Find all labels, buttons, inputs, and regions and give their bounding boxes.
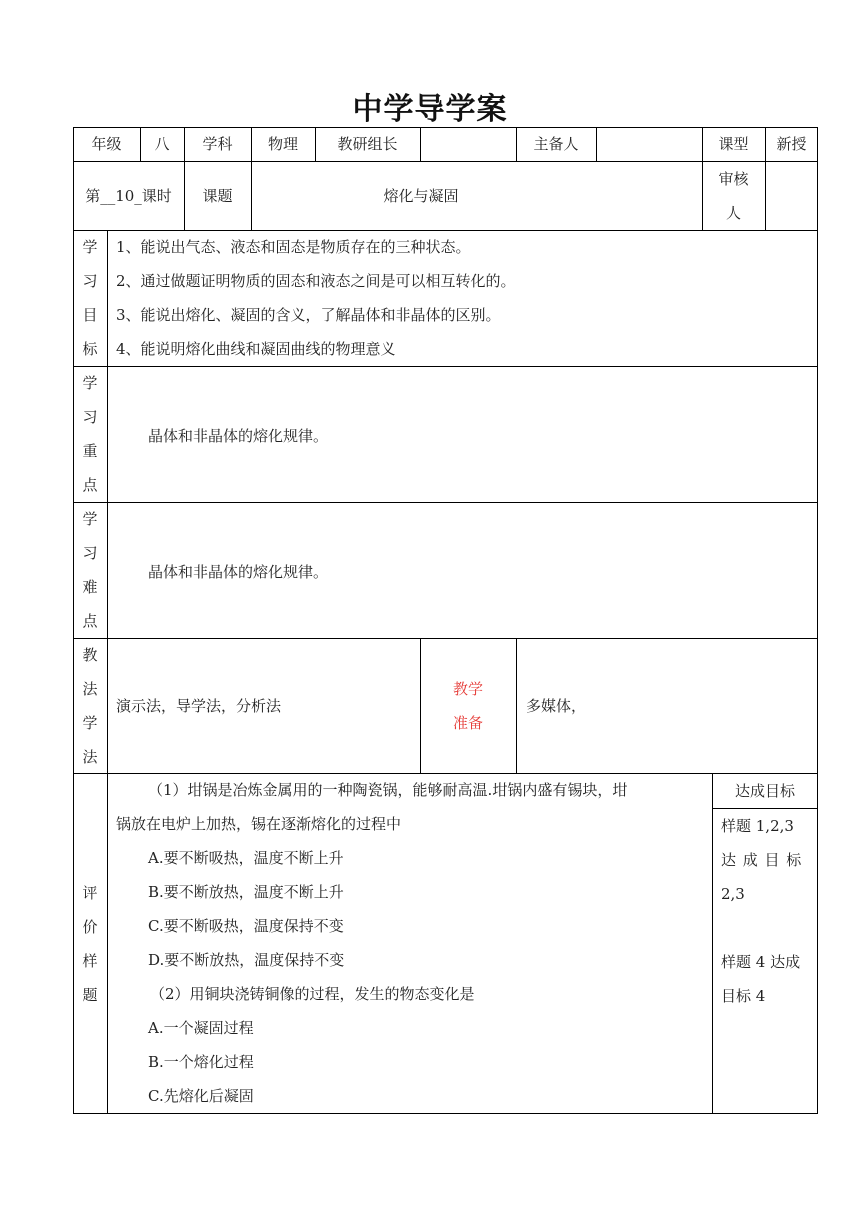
lesson-type-label: 课型 (718, 135, 749, 153)
question-line: （1）坩锅是冶炼金属用的一种陶瓷锅，能够耐高温.坩锅内盛有锡块，坩 (148, 781, 628, 799)
goal-header: 达成目标 (734, 782, 795, 800)
preparer-label: 主备人 (533, 135, 579, 153)
lesson-type-value: 新授 (776, 135, 807, 153)
page-title: 中学导学案 (352, 92, 508, 127)
evaluation-label: 样 (82, 952, 98, 970)
difficulties-label: 点 (82, 612, 98, 630)
col-divider (516, 638, 517, 773)
reviewer-label: 人 (725, 204, 741, 222)
col-divider (765, 161, 766, 230)
topic-label: 课题 (202, 187, 233, 205)
goals-label: 标 (82, 340, 98, 358)
methods-label: 法 (82, 748, 98, 766)
goal-item: 2、通过做题证明物质的固态和液态之间是可以相互转化的。 (116, 272, 516, 290)
difficulties-label: 难 (82, 578, 98, 596)
row-divider (712, 808, 818, 809)
col-divider (712, 773, 713, 1114)
key-points-label: 习 (82, 408, 98, 426)
row-divider (73, 638, 818, 639)
methods-label: 法 (82, 680, 98, 698)
lesson-period: 第__10_课时 (85, 187, 172, 205)
col-divider (420, 638, 421, 773)
goal-item: 1、能说出气态、液态和固态是物质存在的三种状态。 (116, 238, 471, 256)
methods-label: 学 (82, 714, 98, 732)
col-divider (420, 127, 421, 161)
row-divider (73, 502, 818, 503)
teaching-prep-label: 准备 (452, 714, 483, 732)
row-divider (73, 366, 818, 367)
evaluation-label: 题 (82, 986, 98, 1004)
subject-label: 学科 (202, 135, 233, 153)
question-line: （2）用铜块浇铸铜像的过程，发生的物态变化是 (150, 985, 475, 1003)
difficulties-label: 习 (82, 544, 98, 562)
teaching-prep-label: 教学 (452, 680, 483, 698)
evaluation-label: 价 (82, 918, 98, 936)
key-points-label: 学 (82, 374, 98, 392)
goal-mapping-line: 样题 1,2,3 (721, 817, 794, 835)
head-label: 教研组长 (337, 135, 398, 153)
question-option: A.要不断吸热，温度不断上升 (148, 849, 344, 867)
key-points-text: 晶体和非晶体的熔化规律。 (148, 427, 329, 445)
question-line: 锅放在电炉上加热，锡在逐渐熔化的过程中 (116, 815, 402, 833)
grade-value: 八 (154, 135, 170, 153)
subject-value: 物理 (267, 135, 298, 153)
goals-label: 目 (82, 306, 98, 324)
evaluation-label: 评 (82, 884, 98, 902)
question-option: B.要不断放热，温度不断上升 (148, 883, 344, 901)
goal-mapping-line: 2,3 (721, 885, 745, 903)
goal-mapping-line: 样题 4 达成 (721, 953, 801, 971)
goals-label: 学 (82, 238, 98, 256)
lesson-topic: 熔化与凝固 (383, 187, 459, 205)
grade-label: 年级 (91, 135, 122, 153)
goal-item: 4、能说明熔化曲线和凝固曲线的物理意义 (116, 340, 396, 358)
goal-item: 3、能说出熔化、凝固的含义，了解晶体和非晶体的区别。 (116, 306, 501, 324)
key-points-label: 点 (82, 476, 98, 494)
key-points-label: 重 (82, 442, 98, 460)
goal-mapping-line: 达 成 目 标 (721, 851, 803, 869)
question-option: A.一个凝固过程 (148, 1019, 254, 1037)
col-divider (596, 127, 597, 161)
teaching-prep-text: 多媒体， (526, 697, 587, 715)
goal-mapping-line: 目标 4 (721, 987, 766, 1005)
goals-label: 习 (82, 272, 98, 290)
question-option: C.要不断吸热，温度保持不变 (148, 917, 344, 935)
question-option: B.一个熔化过程 (148, 1053, 254, 1071)
difficulties-text: 晶体和非晶体的熔化规律。 (148, 563, 329, 581)
question-option: C.先熔化后凝固 (148, 1087, 254, 1105)
question-option: D.要不断放热，温度保持不变 (148, 951, 345, 969)
methods-text: 演示法，导学法，分析法 (116, 697, 282, 715)
row-divider (73, 773, 818, 774)
difficulties-label: 学 (82, 510, 98, 528)
col-divider (107, 230, 108, 1114)
row-divider (73, 230, 818, 231)
methods-label: 教 (82, 646, 98, 664)
reviewer-label: 审核 (718, 170, 749, 188)
